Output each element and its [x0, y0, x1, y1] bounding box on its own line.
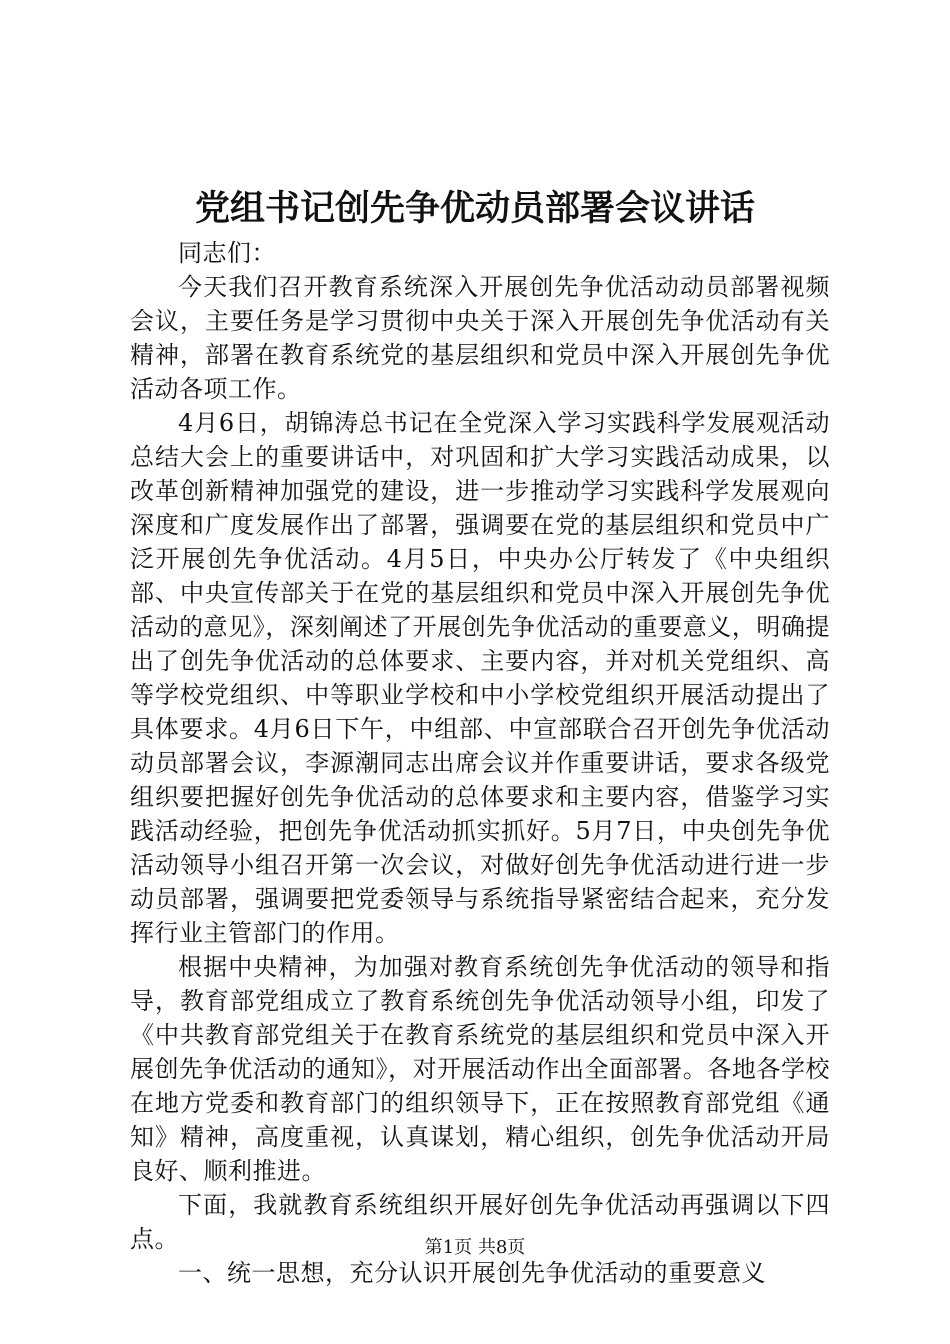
page-footer: 第1页 共8页 — [424, 1237, 526, 1258]
paragraph-ministry-actions: 根据中央精神，为加强对教育系统创先争优活动的领导和指导，教育部党组成立了教育系统创先争优活动领导小组，印发了《中共教育部党组关于在教育系统党的基层组织和党员中深入开展创先争优活动的通知》，对开展活动作出全面部署。各地各学校在地方党委和教育部门的组织领导下，正在按照教育部党组《通知》精神，高度重视，认真谋划，精心组织，创先争优活动开局良好、顺利推进。 — [130, 953, 830, 1185]
paragraph-transition: 下面，我就教育系统组织开展好创先争优活动再强调以下四点。 — [130, 1191, 830, 1253]
paragraph-intro: 今天我们召开教育系统深入开展创先争优活动动员部署视频会议，主要任务是学习贯彻中央关于深入开展创先争优活动有关精神，部署在教育系统党的基层组织和党员中深入开展创先争优活动各项工作。 — [130, 273, 830, 403]
section-heading-one: 一、统一思想，充分认识开展创先争优活动的重要意义 — [178, 1259, 766, 1287]
paragraph-background: 4月6日，胡锦涛总书记在全党深入学习实践科学发展观活动总结大会上的重要讲话中，对巩固和扩大学习实践活动成果，以改革创新精神加强党的建设，进一步推动学习实践科学发展观向深度和广度发展作出了部署，强调要在党的基层组织和党员中广泛开展创先争优活动。4月5日，中央办公厅转发了《中央组织部、中央宣传部关于在党的基层组织和党员中深入开展创先争优活动的意见》，深刻阐述了开展创先争优活动的重要意义，明确提出了创先争优活动的总体要求、主要内容，并对机关党组织、高等学校党组织、中等职业学校和中小学校党组织开展活动提出了具体要求。4月6日下午，中组部、中宣部联合召开创先争优活动动员部署会议，李源潮同志出席会议并作重要讲话，要求各级党组织要把握好创先争优活动的总体要求和主要内容，借鉴学习实践活动经验，把创先争优活动抓实抓好。5月7日，中央创先争优活动领导小组召开第一次会议，对做好创先争优活动进行进一步动员部署，强调要把党委领导与系统指导紧密结合起来，充分发挥行业主管部门的作用。 — [130, 409, 830, 947]
document-title: 党组书记创先争优动员部署会议讲话 — [194, 188, 755, 229]
document-body — [130, 236, 830, 1290]
salutation: 同志们： — [178, 239, 276, 267]
